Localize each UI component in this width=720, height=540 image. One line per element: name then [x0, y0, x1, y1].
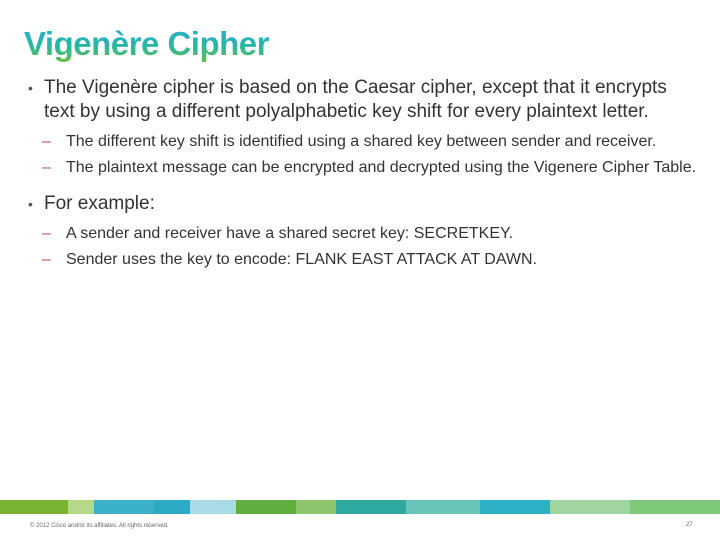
- footer-bar-segment: [296, 500, 336, 514]
- sub-bullet-1-2: [28, 158, 700, 178]
- slide-title: Vigenère Cipher: [24, 25, 269, 62]
- sub-bullet-1-2-text: The plaintext message can be encrypted and decrypted using the Vigenere Cipher Table.: [66, 159, 697, 176]
- dash-icon: –: [42, 225, 51, 242]
- sub-bullet-1-1-text: The different key shift is identified using a shared key between sender and receiver.: [66, 133, 657, 150]
- page-number: 27: [686, 522, 693, 528]
- footer-bar-segment: [550, 500, 630, 514]
- bullet-1: [28, 76, 700, 124]
- bullet-1-text: The Vigenère cipher is based on the Caesar cipher, except that it encrypts text by using a different polyalphabetic key shift for every plaintext letter.: [44, 77, 667, 122]
- bullet-dot-icon: •: [28, 80, 33, 96]
- footer-bar-segment: [336, 500, 406, 514]
- bullet-dot-icon: •: [28, 196, 33, 212]
- footer-bar-segment: [94, 500, 154, 514]
- bullet-2: [28, 192, 700, 216]
- dash-icon: –: [42, 159, 51, 176]
- footer-bar-segment: [480, 500, 550, 514]
- footer-bar-segment: [630, 500, 720, 514]
- dash-icon: –: [42, 251, 51, 268]
- sub-bullet-2-1-text: A sender and receiver have a shared secret key: SECRETKEY.: [66, 225, 514, 242]
- footer-bar-segment: [236, 500, 296, 514]
- slide-content: [28, 76, 700, 270]
- sub-bullet-2-2: [28, 250, 700, 270]
- sub-bullet-2-2-text: Sender uses the key to encode: FLANK EAST ATTACK AT DAWN.: [66, 251, 538, 268]
- footer-color-bar: [0, 500, 720, 514]
- footer-copyright: © 2012 Cisco and/or its affiliates. All rights reserved.: [30, 523, 169, 529]
- footer-bar-segment: [406, 500, 480, 514]
- footer-bar-segment: [0, 500, 68, 514]
- dash-icon: –: [42, 133, 51, 150]
- footer-bar-segment: [190, 500, 236, 514]
- footer-bar-segment: [154, 500, 190, 514]
- footer-bar-segment: [68, 500, 94, 514]
- sub-bullet-1-1: [28, 132, 700, 152]
- sub-bullet-2-1: [28, 224, 700, 244]
- bullet-2-text: For example:: [44, 193, 155, 214]
